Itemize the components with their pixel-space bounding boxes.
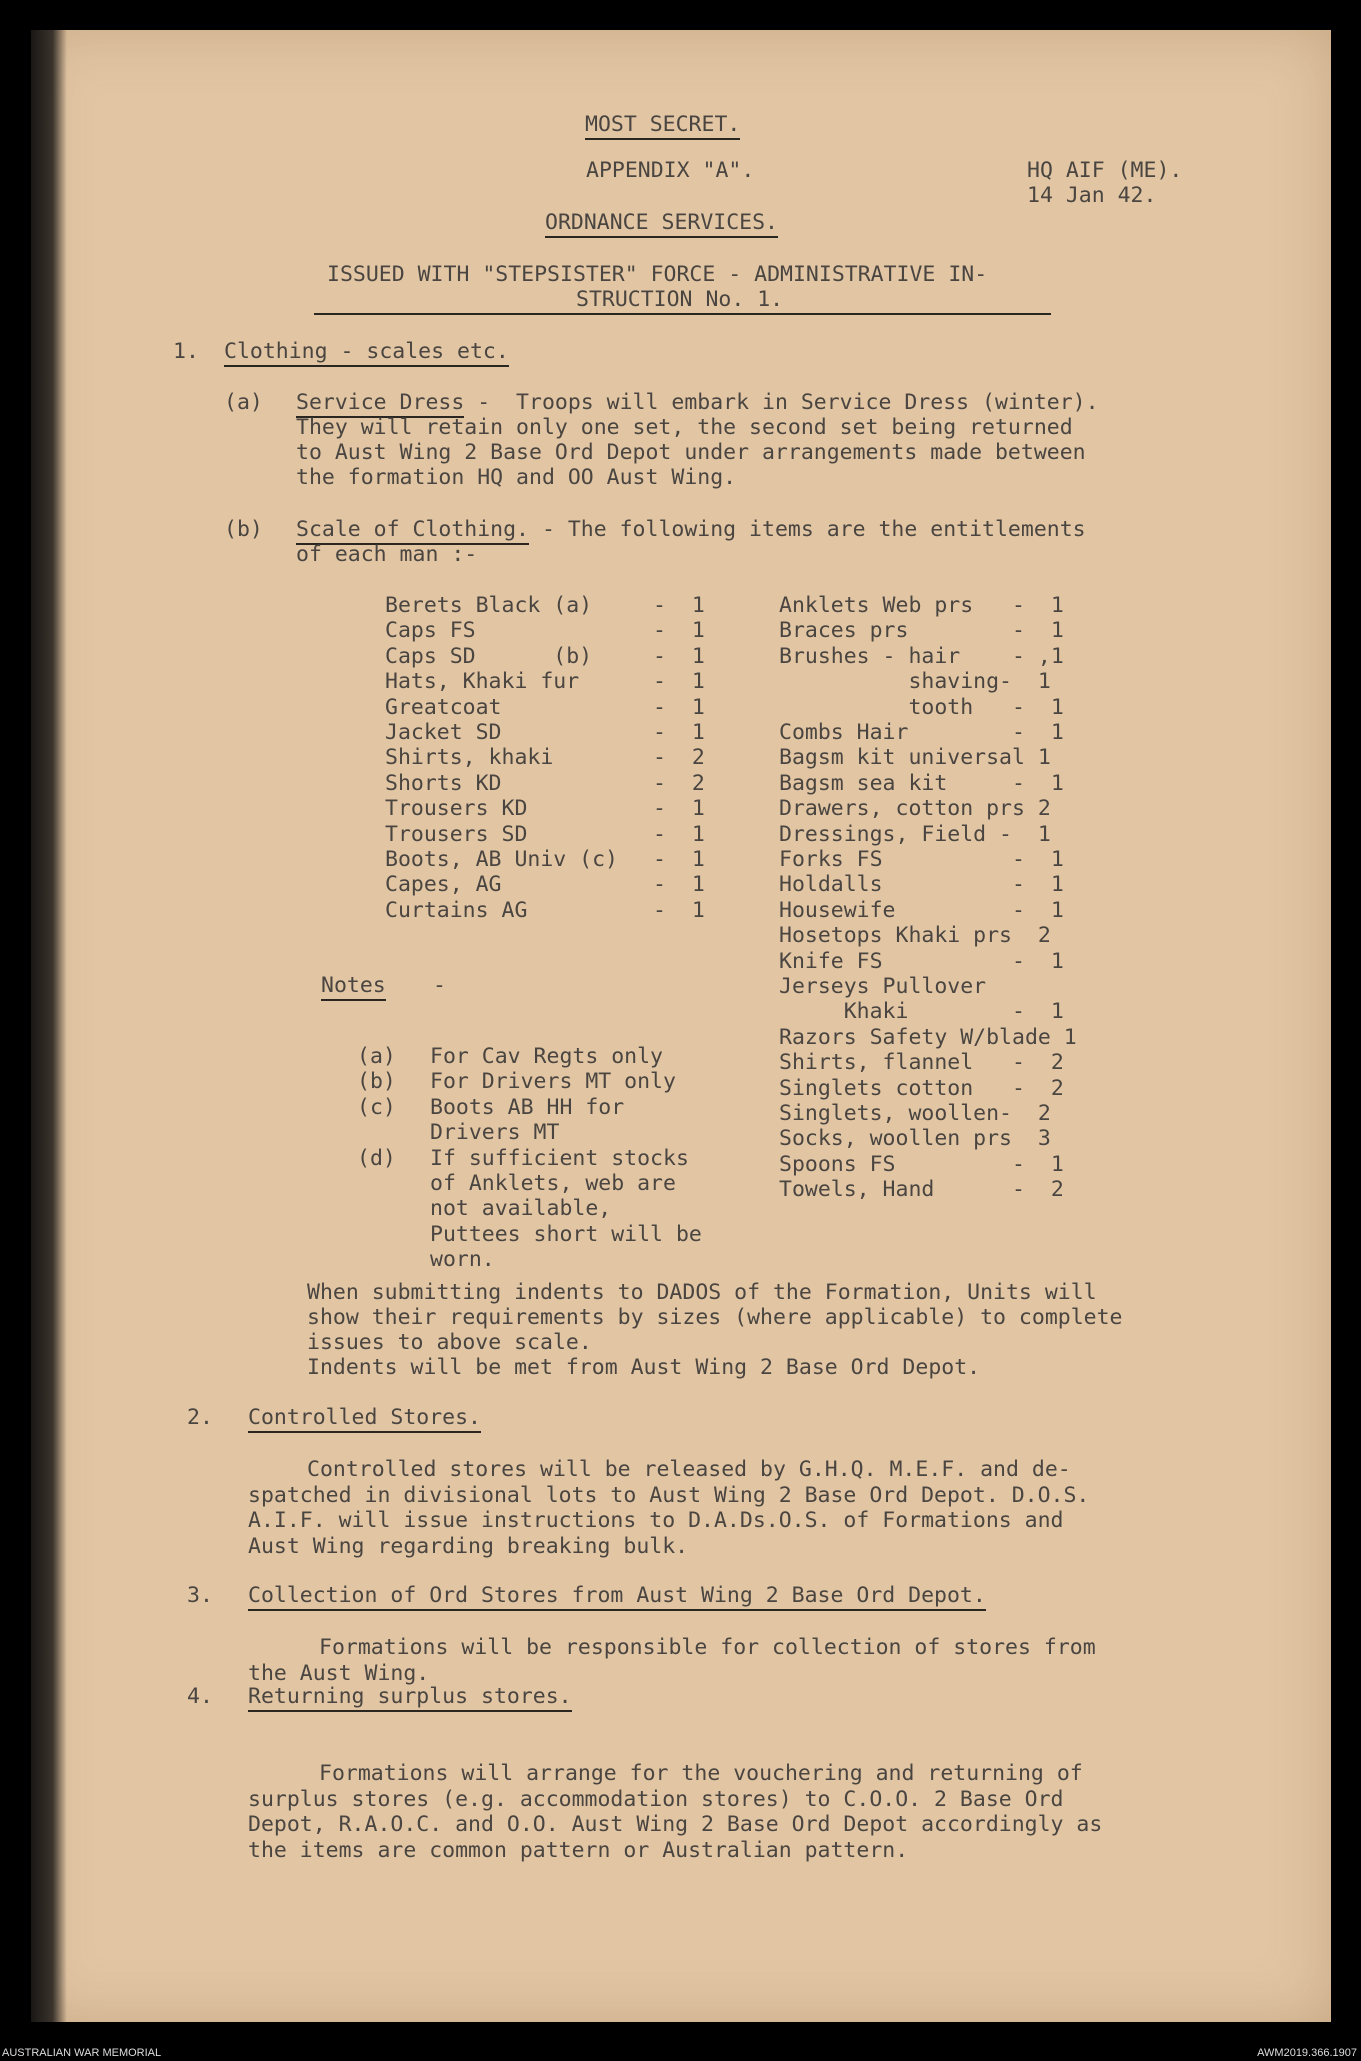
clothing-item-qty: - 1 bbox=[653, 847, 705, 872]
clothing-item: Housewife - 1 bbox=[779, 897, 1064, 923]
clothing-item-name: Caps SD (b) bbox=[385, 643, 593, 669]
section-1-number: 1. bbox=[173, 339, 199, 364]
note-text: of Anklets, web are bbox=[430, 1171, 676, 1196]
clothing-item: Dressings, Field - 1 bbox=[779, 821, 1051, 847]
clothing-item: Singlets cotton - 2 bbox=[779, 1075, 1064, 1101]
section-1-heading: Clothing - scales etc. bbox=[224, 339, 509, 367]
clothing-item: Socks, woollen prs 3 bbox=[779, 1126, 1051, 1152]
clothing-item-name: Trousers SD bbox=[385, 821, 528, 847]
clothing-item: Anklets Web prs - 1 bbox=[779, 593, 1064, 618]
item-a-line-1-text: - Troops will embark in Service Dress (winter). bbox=[464, 390, 1099, 415]
clothing-item-name: Greatcoat bbox=[385, 694, 502, 720]
clothing-item: Khaki - 1 bbox=[779, 999, 1064, 1025]
clothing-item-qty: - 1 bbox=[653, 821, 705, 847]
date-label: 14 Jan 42. bbox=[1027, 183, 1157, 208]
item-b-marker: (b) bbox=[224, 517, 263, 542]
clothing-item: Brushes - hair - ,1 bbox=[779, 643, 1064, 669]
body-line: Depot, R.A.O.C. and O.O. Aust Wing 2 Base Ord Depot accordingly as bbox=[248, 1812, 1103, 1837]
body-line: Formations will be responsible for collection of stores from bbox=[319, 1635, 1096, 1660]
clothing-item-qty: - 1 bbox=[653, 669, 705, 695]
item-b-line-1-text: - The following items are the entitlements bbox=[529, 517, 1086, 542]
note-marker: (c) bbox=[357, 1094, 396, 1120]
note-text: If sufficient stocks bbox=[430, 1145, 689, 1171]
clothing-item-name: Shirts, khaki bbox=[385, 745, 554, 771]
hq-label: HQ AIF (ME). bbox=[1027, 158, 1183, 183]
indent-paragraph-line: Indents will be met from Aust Wing 2 Base Ord Depot. bbox=[307, 1355, 981, 1380]
note-text: Boots AB HH for bbox=[430, 1094, 625, 1120]
body-line: Aust Wing regarding breaking bulk. bbox=[248, 1533, 689, 1559]
item-a-line-1 bbox=[296, 390, 1099, 415]
note-text: not available, bbox=[430, 1196, 612, 1222]
clothing-item-name: Caps FS bbox=[385, 618, 476, 644]
clothing-item-name: Jacket SD bbox=[385, 720, 502, 745]
clothing-item: Hosetops Khaki prs 2 bbox=[779, 923, 1051, 949]
section-4-number: 4. bbox=[187, 1684, 213, 1709]
item-b-line-2: of each man :- bbox=[296, 542, 478, 567]
section-4-heading: Returning surplus stores. bbox=[248, 1684, 572, 1712]
page-edge-shadow bbox=[31, 30, 67, 2022]
clothing-item-name: Shorts KD bbox=[385, 770, 502, 796]
clothing-item: Singlets, woollen- 2 bbox=[779, 1101, 1051, 1126]
clothing-item-qty: - 1 bbox=[653, 796, 705, 822]
clothing-item: Combs Hair - 1 bbox=[779, 720, 1064, 745]
body-line: the Aust Wing. bbox=[248, 1660, 430, 1686]
notes-title: Notes bbox=[321, 973, 386, 1001]
clothing-item-qty: - 1 bbox=[653, 872, 705, 898]
clothing-item-name: Hats, Khaki fur bbox=[385, 669, 580, 695]
note-text: worn. bbox=[430, 1247, 495, 1273]
item-b-line-1 bbox=[296, 517, 1086, 542]
clothing-item: Jerseys Pullover bbox=[779, 974, 987, 999]
note-text: For Drivers MT only bbox=[430, 1069, 676, 1095]
body-line: Formations will arrange for the vouchering and returning of bbox=[319, 1761, 1083, 1786]
clothing-item-qty: - 1 bbox=[653, 618, 705, 644]
clothing-item: Shirts, flannel - 2 bbox=[779, 1050, 1064, 1076]
clothing-item-name: Boots, AB Univ (c) bbox=[385, 847, 618, 872]
clothing-item: shaving- 1 bbox=[779, 669, 1051, 695]
item-a-line-2: They will retain only one set, the second set being returned bbox=[296, 415, 1073, 440]
clothing-item: tooth - 1 bbox=[779, 694, 1064, 720]
footer-right: AWM2019.366.1907 bbox=[1257, 2047, 1357, 2059]
indent-paragraph-line: issues to above scale. bbox=[307, 1330, 592, 1355]
clothing-item-qty: - 1 bbox=[653, 694, 705, 720]
clothing-item: Holdalls - 1 bbox=[779, 872, 1064, 898]
clothing-item: Towels, Hand - 2 bbox=[779, 1177, 1064, 1203]
note-text: For Cav Regts only bbox=[430, 1044, 663, 1069]
document-page bbox=[31, 30, 1331, 2022]
body-line: Controlled stores will be released by G.H.Q. M.E.F. and de- bbox=[307, 1457, 1071, 1482]
clothing-item: Knife FS - 1 bbox=[779, 948, 1064, 974]
document-title: ORDNANCE SERVICES. bbox=[545, 210, 778, 238]
clothing-item: Spoons FS - 1 bbox=[779, 1151, 1064, 1177]
clothing-item-qty: - 1 bbox=[653, 720, 705, 745]
body-line: A.I.F. will issue instructions to D.A.Ds.O.S. of Formations and bbox=[248, 1508, 1064, 1533]
clothing-item-name: Berets Black (a) bbox=[385, 593, 593, 618]
item-a-line-4: the formation HQ and OO Aust Wing. bbox=[296, 465, 737, 490]
clothing-item: Bagsm kit universal 1 bbox=[779, 745, 1051, 771]
section-3-number: 3. bbox=[187, 1583, 213, 1608]
note-marker: (b) bbox=[357, 1069, 396, 1095]
indent-paragraph-line: show their requirements by sizes (where applicable) to complete bbox=[307, 1305, 1123, 1330]
service-dress-title: Service Dress bbox=[296, 390, 464, 418]
body-line: surplus stores (e.g. accommodation stores) to C.O.O. 2 Base Ord bbox=[248, 1786, 1064, 1812]
clothing-item-qty: - 2 bbox=[653, 745, 705, 771]
note-text: Drivers MT bbox=[430, 1120, 560, 1146]
footer-left: AUSTRALIAN WAR MEMORIAL bbox=[2, 2047, 162, 2059]
clothing-item-name: Trousers KD bbox=[385, 796, 528, 822]
clothing-item-name: Curtains AG bbox=[385, 897, 528, 923]
section-2-heading: Controlled Stores. bbox=[248, 1405, 481, 1433]
indent-paragraph-line: When submitting indents to DADOS of the Formation, Units will bbox=[307, 1280, 1097, 1305]
section-2-number: 2. bbox=[187, 1405, 213, 1430]
clothing-item: Braces prs - 1 bbox=[779, 618, 1064, 644]
clothing-item-name: Capes, AG bbox=[385, 872, 502, 898]
appendix-label: APPENDIX "A". bbox=[586, 158, 755, 183]
section-3-heading: Collection of Ord Stores from Aust Wing 2 Base Ord Depot. bbox=[248, 1583, 986, 1611]
note-text: Puttees short will be bbox=[430, 1221, 702, 1247]
clothing-item: Razors Safety W/blade 1 bbox=[779, 1024, 1077, 1050]
notes-dash: - bbox=[433, 973, 446, 998]
item-a-line-3: to Aust Wing 2 Base Ord Depot under arrangements made between bbox=[296, 440, 1086, 465]
scale-of-clothing-title: Scale of Clothing. bbox=[296, 517, 529, 545]
clothing-item-qty: - 1 bbox=[653, 897, 705, 923]
clothing-item: Bagsm sea kit - 1 bbox=[779, 770, 1064, 796]
clothing-item-qty: - 2 bbox=[653, 770, 705, 796]
body-line: the items are common pattern or Australian pattern. bbox=[248, 1837, 909, 1863]
body-line: spatched in divisional lots to Aust Wing 2 Base Ord Depot. D.O.S. bbox=[248, 1482, 1090, 1508]
clothing-item: Forks FS - 1 bbox=[779, 847, 1064, 872]
clothing-item-qty: - 1 bbox=[653, 643, 705, 669]
clothing-item-qty: - 1 bbox=[653, 593, 705, 618]
issued-line-2: STRUCTION No. 1. bbox=[314, 287, 1051, 315]
note-marker: (a) bbox=[357, 1044, 396, 1069]
issued-line-1: ISSUED WITH "STEPSISTER" FORCE - ADMINISTRATIVE IN- bbox=[327, 262, 988, 287]
note-marker: (d) bbox=[357, 1145, 396, 1171]
item-a-marker: (a) bbox=[224, 390, 263, 415]
classification-heading: MOST SECRET. bbox=[585, 112, 740, 140]
clothing-item: Drawers, cotton prs 2 bbox=[779, 796, 1051, 822]
